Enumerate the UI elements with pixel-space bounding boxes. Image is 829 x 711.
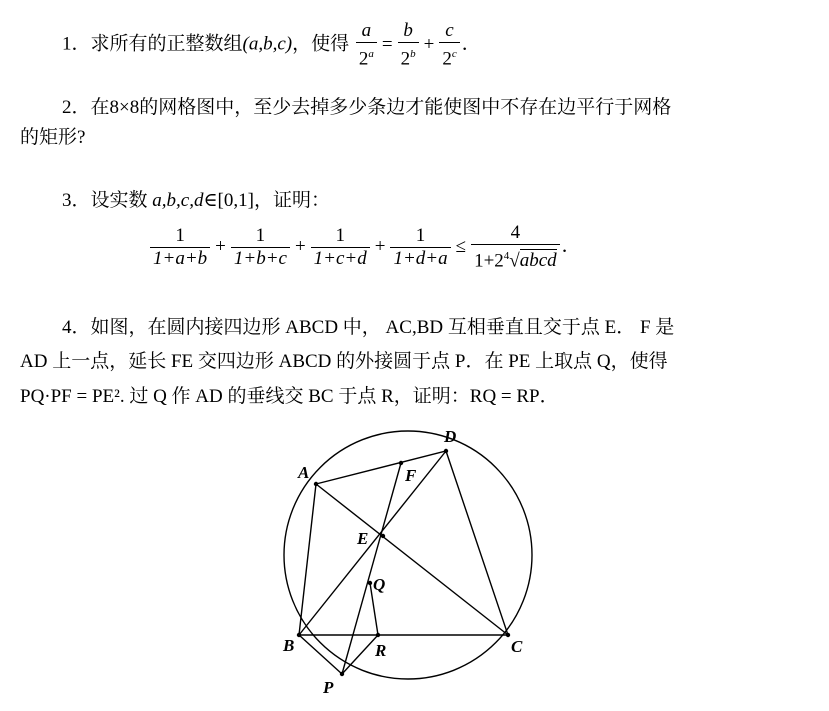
- problem-4-text-1: 如图，在圆内接四边形 ABCD 中， AC,BD 互相垂直且交于点 E． F 是: [90, 317, 675, 338]
- problem-3-tail: ，证明：: [253, 190, 330, 211]
- label-q: Q: [373, 575, 386, 594]
- problem-1-mid: ，使得: [292, 33, 350, 55]
- quadrilateral-abcd: [299, 451, 508, 635]
- label-c: C: [511, 637, 523, 656]
- diagonal-ac: [316, 484, 508, 635]
- ineq-term-1: $\frac{1}{1+a+b}$: [150, 225, 210, 270]
- problem-3-vars: a,b,c,d: [152, 190, 204, 211]
- label-e: E: [357, 529, 369, 548]
- ineq-term-2: $\frac{1}{1+b+c}$: [231, 225, 290, 270]
- problem-4-line-1: [62, 316, 674, 340]
- point-c: [506, 633, 510, 637]
- point-f: [399, 461, 403, 465]
- problem-2-text-2: 的矩形?: [20, 127, 86, 148]
- le-sign: ≤: [455, 235, 467, 257]
- ineq-term-4: $\frac{1}{1+d+a}$: [390, 225, 450, 270]
- problem-1-text: 求所有的正整数组: [90, 33, 243, 55]
- problem-1-tuple: (a,b,c): [242, 33, 293, 55]
- label-f: F: [405, 466, 417, 485]
- problem-1-number: 1．: [62, 33, 91, 55]
- geometry-figure: [265, 418, 555, 708]
- problem-2-line-1: [62, 96, 671, 120]
- problem-3-line-1: [62, 189, 330, 213]
- point-d: [444, 449, 448, 453]
- segment-bp: [299, 635, 342, 674]
- point-q: [368, 581, 372, 585]
- label-b: B: [283, 636, 295, 655]
- problem-3-number: 3．: [62, 190, 91, 211]
- ineq-term-3: $\frac{1}{1+c+d}$: [311, 225, 370, 270]
- problem-4-number: 4．: [62, 317, 91, 338]
- equals-sign: =: [381, 33, 393, 55]
- plus-sign: +: [423, 33, 435, 55]
- point-r: [376, 633, 380, 637]
- problem-1-end: ．: [461, 33, 481, 55]
- problem-2-line-2: [20, 126, 85, 150]
- label-d: D: [444, 427, 457, 446]
- point-b: [297, 633, 301, 637]
- fraction-b: $\frac{b}{2^b}$: [398, 20, 419, 70]
- label-r: R: [375, 641, 387, 660]
- point-p: [340, 672, 344, 676]
- point-a: [314, 482, 318, 486]
- problem-4-text-3: PQ·PF = PE². 过 Q 作 AD 的垂线交 BC 于点 R，证明：RQ = RP．: [20, 386, 559, 407]
- problem-4-text-2: AD 上一点，延长 FE 交四边形 ABCD 的外接圆于点 P．在 PE 上取点 Q，使得: [20, 351, 668, 372]
- problem-3-inequality: $\frac{1}{1+a+b}$ + $\frac{1}{1+b+c}$ + $\frac{1}{1+c+d}$ + $\frac{1}{1+d+a}$ ≤ $\frac{4}{1+2^4√abcd}$ ．: [148, 222, 581, 272]
- problem-3-rel: ∈[0,1]: [203, 190, 254, 211]
- problem-1: [62, 20, 481, 70]
- fraction-c: $\frac{c}{2^c}$: [439, 20, 459, 70]
- point-e: [381, 534, 385, 538]
- label-a: A: [298, 463, 310, 482]
- diagonal-bd: [299, 451, 446, 635]
- problem-4-line-2: [20, 350, 668, 374]
- ineq-rhs: $\frac{4}{1+2^4√abcd}$: [471, 222, 560, 272]
- problem-3-text: 设实数: [90, 190, 148, 211]
- problem-2-number: 2．: [62, 97, 91, 118]
- problem-4-line-3: [20, 385, 559, 409]
- problem-2-text-1: 在8×8的网格图中，至少去掉多少条边才能使图中不存在边平行于网格: [90, 97, 672, 118]
- label-p: P: [323, 678, 334, 697]
- fraction-a: $\frac{a}{2^a}$: [356, 20, 377, 70]
